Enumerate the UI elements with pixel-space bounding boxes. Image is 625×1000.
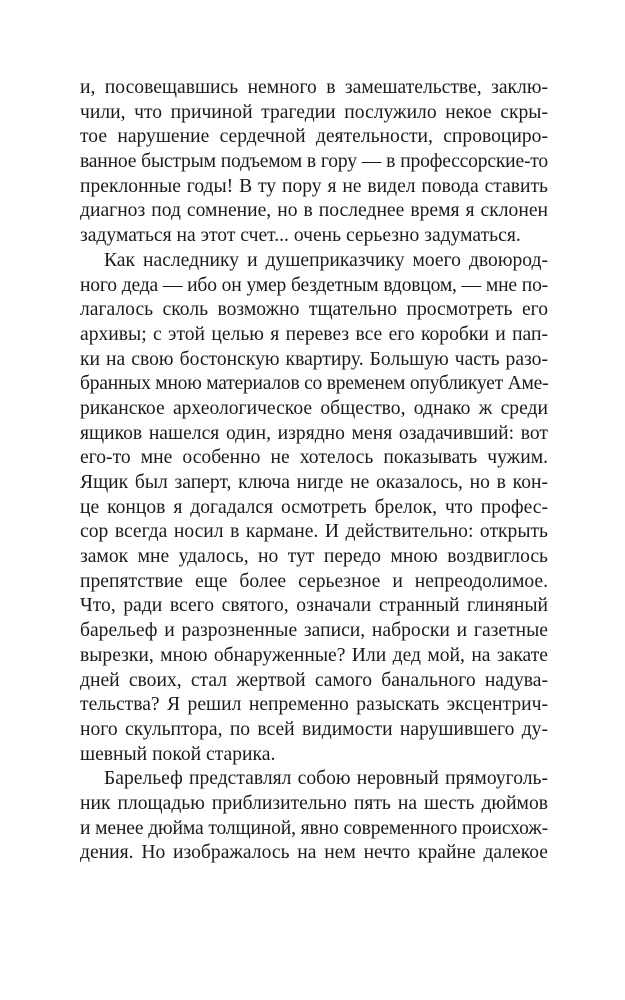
- paragraph-2: [80, 249, 548, 767]
- text-line: ки на свою бостонскую квартиру. Большую часть разо-: [80, 348, 548, 370]
- text-line: ник площадью приблизительно пять на шесть дюймов: [80, 792, 548, 814]
- paragraph-3: [80, 767, 548, 866]
- text-line: дней своих, стал жертвой самого банального надува-: [80, 669, 548, 691]
- text-line: Барельеф представлял собою неровный прямоуголь-: [104, 768, 548, 790]
- text-line: и, посовещавшись немного в замешательстве, заклю-: [80, 77, 548, 98]
- text-line: шевный покой старика.: [80, 743, 276, 765]
- text-line: сор всегда носил в кармане. И действительно: открыть: [80, 521, 548, 543]
- text-line: це концов я догадался осмотреть брелок, что профес-: [80, 496, 548, 518]
- text-line: вырезки, мною обнаруженные? Или дед мой, на закате: [80, 644, 548, 666]
- text-line: чили, что причиной трагедии послужило некое скры-: [80, 101, 548, 123]
- book-page: [80, 76, 548, 866]
- paragraph-1: [80, 76, 548, 249]
- text-line: тельства? Я решил непременно разыскать эксцентрич-: [80, 694, 548, 716]
- text-line: преклонные годы! В ту пору я не видел повода ставить: [80, 175, 548, 197]
- text-line: препятствие еще более серьезное и непреодолимое.: [80, 570, 548, 592]
- text-line: Ящик был заперт, ключа нигде не оказалось, но в кон-: [80, 472, 548, 493]
- text-line: его-то мне особенно не хотелось показывать чужим.: [80, 447, 548, 469]
- text-line: тое нарушение сердечной деятельности, спровоциро-: [80, 126, 548, 148]
- text-line: ного деда — ибо он умер бездетным вдовцом, — мне по-: [80, 274, 548, 296]
- text-line: риканское археологическое общество, однако ж среди: [80, 397, 548, 419]
- text-line: дения. Но изображалось на нем нечто крайне далекое: [80, 842, 548, 864]
- text-line: барельеф и разрозненные записи, наброски и газетные: [80, 620, 548, 642]
- text-line: бранных мною материалов со временем опубликует Аме-: [80, 373, 549, 395]
- text-line: архивы; с этой целью я перевез все его коробки и пап-: [80, 323, 548, 345]
- text-line: диагноз под сомнение, но в последнее время я склонен: [80, 200, 548, 222]
- text-line: задуматься на этот счет... очень серьезно задуматься.: [80, 225, 521, 247]
- text-line: и менее дюйма толщиной, явно современного происхож-: [80, 817, 548, 839]
- text-line: ванное быстрым подъемом в гору — в профессорские-то: [80, 151, 548, 173]
- text-line: ного скульптора, по всей видимости нарушившего ду-: [80, 718, 548, 740]
- text-line: лагалось сколь возможно тщательно просмотреть его: [80, 299, 548, 321]
- text-line: Как наследнику и душеприказчику моего двоюрод-: [104, 249, 548, 271]
- text-line: замок мне удалось, но тут передо мною воздвиглось: [80, 546, 548, 568]
- text-line: ящиков нашелся один, изрядно меня озадачивший: вот: [80, 422, 548, 444]
- text-line: Что, ради всего святого, означали странный глиняный: [80, 595, 548, 617]
